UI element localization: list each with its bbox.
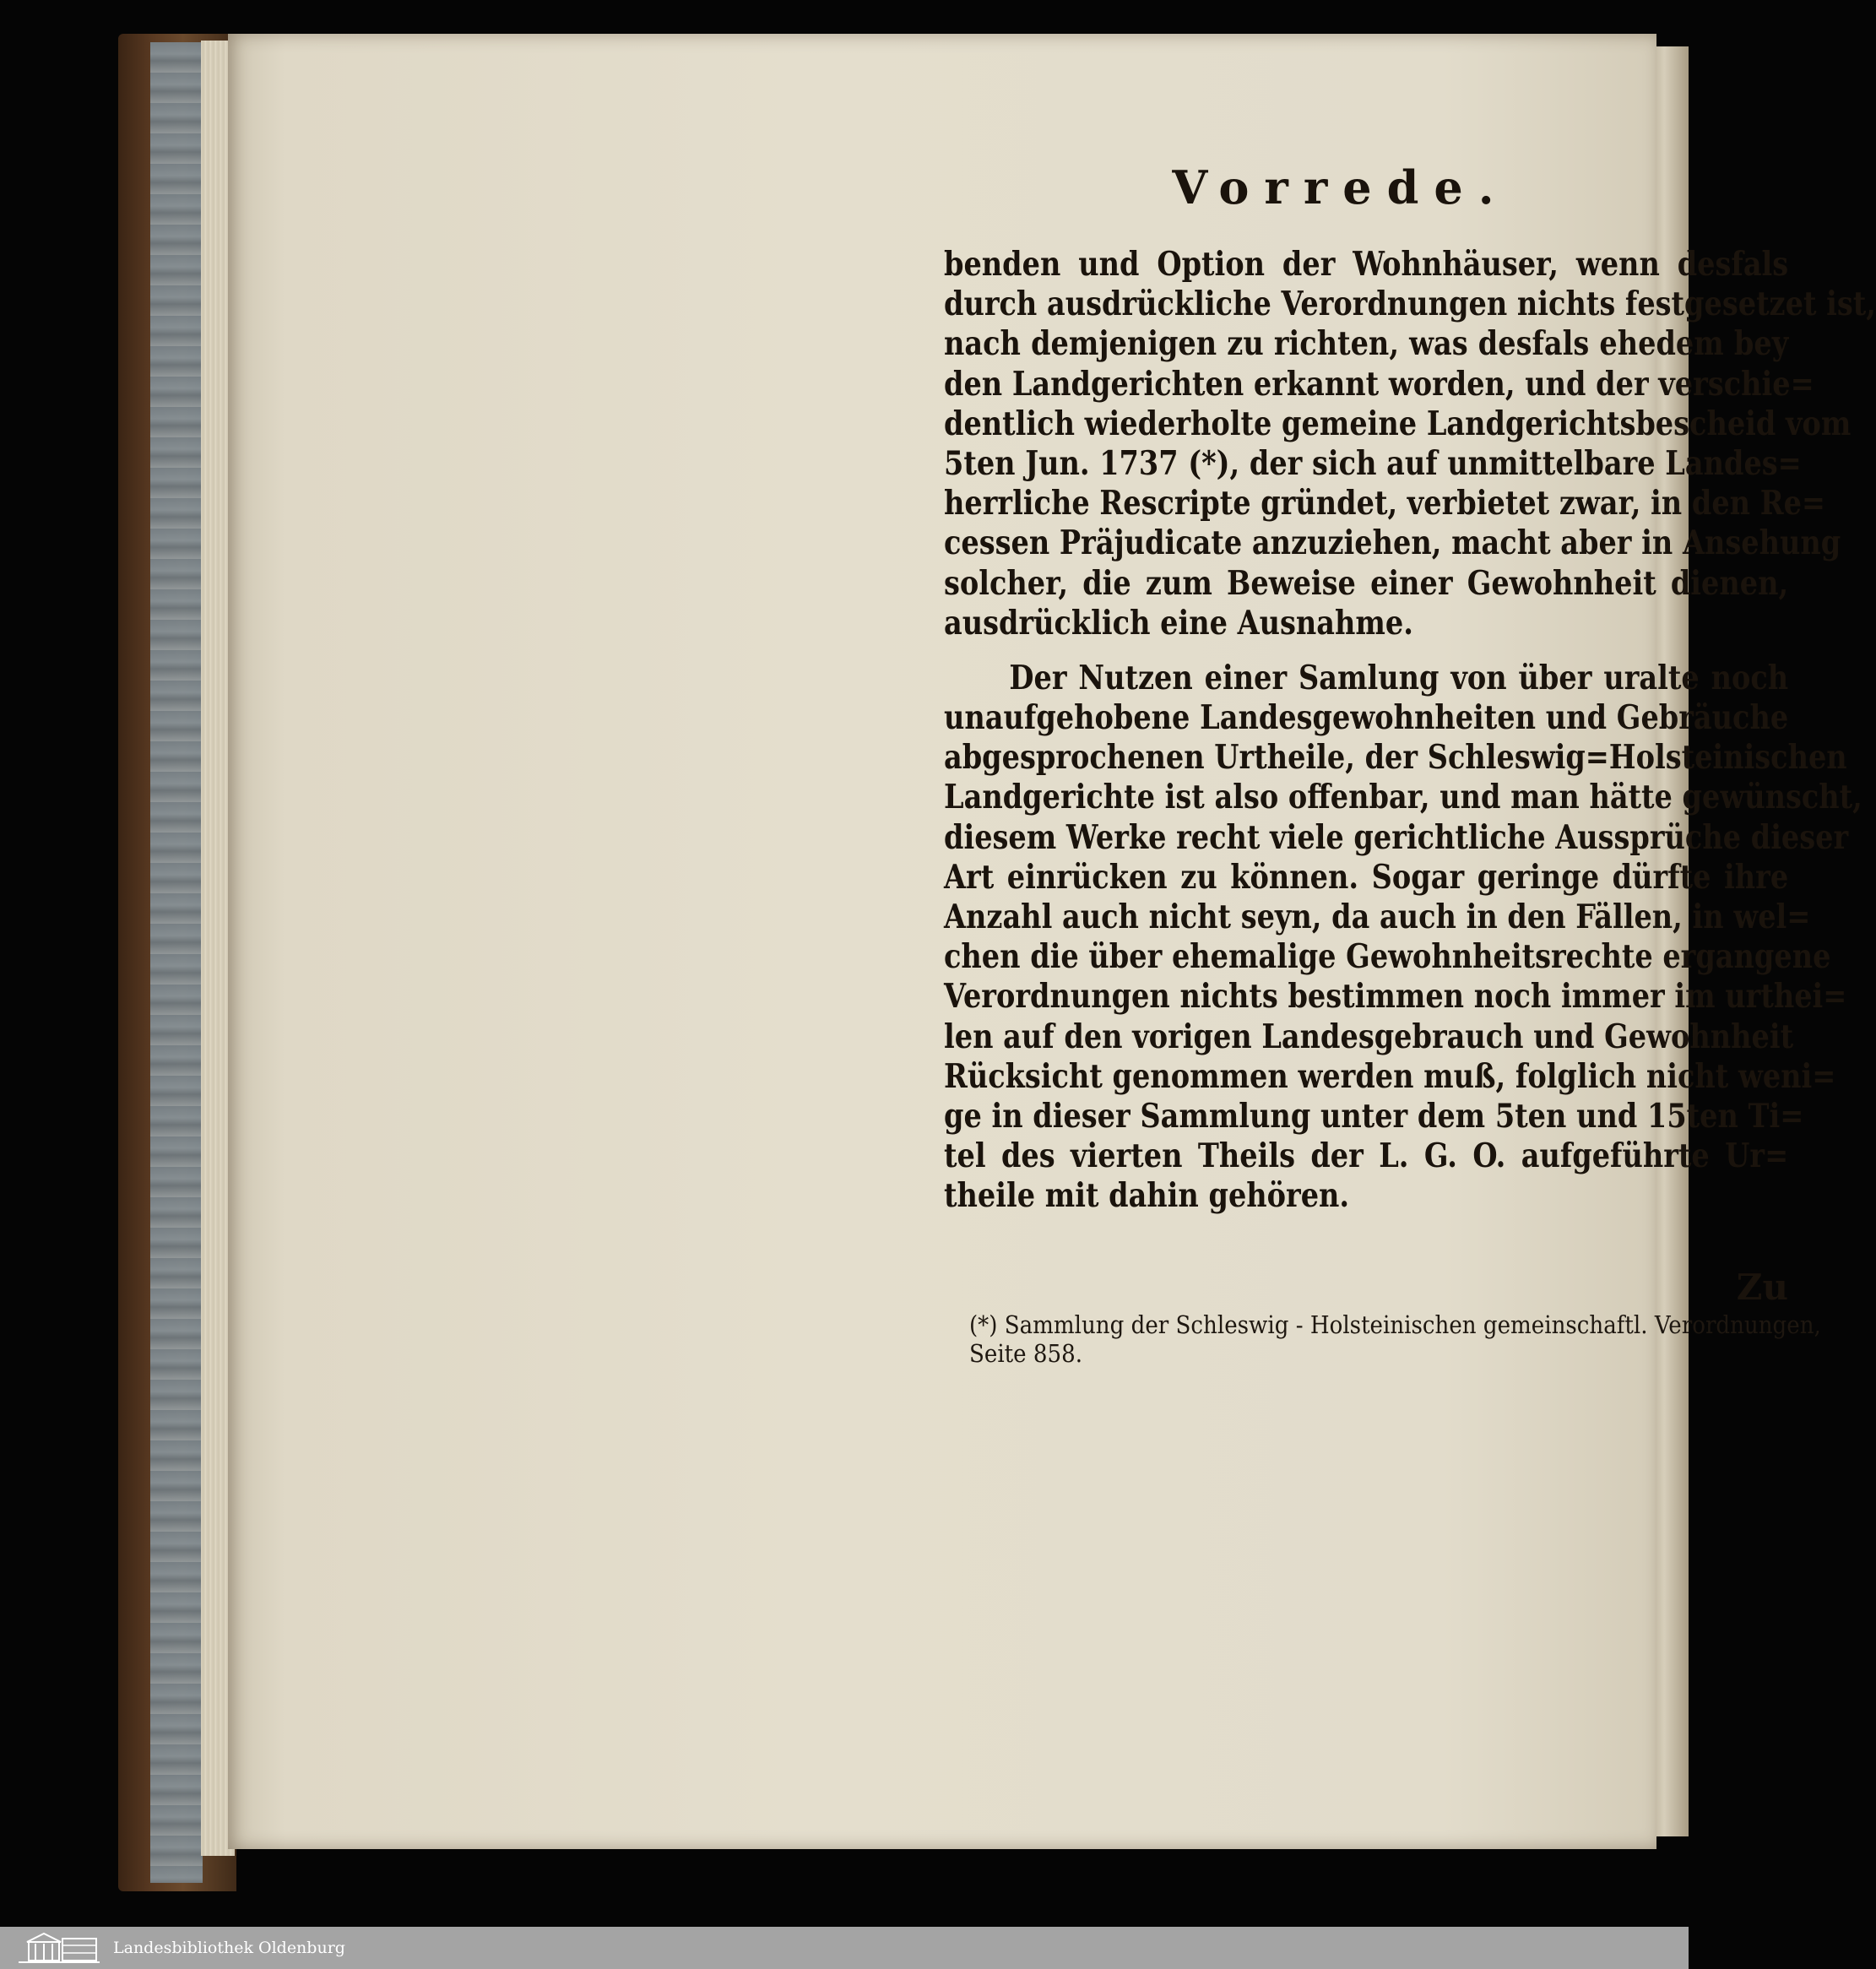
text-line: Anzahl auch nicht seyn, da auch in den Fällen, in wel= bbox=[944, 898, 1811, 936]
library-name[interactable]: Landesbibliothek Oldenburg bbox=[113, 1939, 345, 1957]
text-line: unaufgehobene Landesgewohnheiten und Gebräuche bbox=[944, 698, 1789, 738]
text-line: Rücksicht genommen werden muß, folglich nicht weni= bbox=[944, 1056, 1836, 1096]
text-line: herrliche Rescripte gründet, verbietet zwar, in den Re= bbox=[944, 484, 1826, 523]
text-line: solcher, die zum Beweise einer Gewohnheit dienen, bbox=[944, 563, 1789, 603]
text-line: diesem Werke recht viele gerichtliche Aussprüche dieser bbox=[944, 817, 1849, 857]
text-line: theile mit dahin gehören. bbox=[944, 1176, 1350, 1216]
text-line: len auf den vorigen Landesgebrauch und Gewohnheit bbox=[944, 1017, 1794, 1056]
text-line: nach demjenigen zu richten, was desfals ehedem bey bbox=[944, 324, 1789, 364]
footnote bbox=[969, 1310, 1821, 1368]
body-text bbox=[944, 245, 1876, 1217]
text-line: benden und Option der Wohnhäuser, wenn desfals bbox=[944, 245, 1789, 284]
text-line: abgesprochenen Urtheile, der Schleswig=Holsteinischen bbox=[944, 738, 1847, 778]
text-line: ausdrücklich eine Ausnahme. bbox=[944, 603, 1413, 643]
library-building-icon[interactable] bbox=[15, 1930, 103, 1966]
paragraph-2 bbox=[944, 658, 1862, 1217]
paragraph-1 bbox=[944, 245, 1876, 643]
text-line: tel des vierten Theils der L. G. O. aufgeführte Ur= bbox=[944, 1136, 1789, 1176]
text-line: ge in dieser Sammlung unter dem 5ten und 15ten Ti= bbox=[944, 1096, 1804, 1136]
text-line: Verordnungen nichts bestimmen noch immer im urthei= bbox=[944, 977, 1847, 1017]
footer-bar bbox=[0, 1927, 1689, 1969]
paragraph-gap bbox=[944, 643, 1788, 659]
text-line: Landgerichte ist also offenbar, und man hätte gewünscht, bbox=[944, 778, 1862, 817]
text-line: dentlich wiederholte gemeine Landgerichtsbescheid vom bbox=[944, 404, 1852, 443]
footnote-line: (*) Sammlung der Schleswig - Holsteinischen gemeinschaftl. Verordnungen, bbox=[969, 1310, 1821, 1339]
text-line: den Landgerichten erkannt worden, und der verschie= bbox=[944, 364, 1814, 404]
text-line: Art einrücken zu können. Sogar geringe dürfte ihre bbox=[944, 857, 1789, 897]
book-spine-strip bbox=[150, 42, 203, 1883]
catchword: Zu bbox=[1736, 1267, 1788, 1308]
text-line: 5ten Jun. 1737 (*), der sich auf unmittelbare Landes= bbox=[944, 443, 1802, 483]
text-line: Der Nutzen einer Samlung von über uralte noch bbox=[1009, 658, 1789, 697]
footnote-line: Seite 858. bbox=[969, 1339, 1083, 1368]
text-line: cessen Präjudicate anzuziehen, macht aber in Ansehung bbox=[944, 523, 1841, 563]
text-line: durch ausdrückliche Verordnungen nichts festgesetzet ist, bbox=[944, 285, 1876, 324]
book-page bbox=[228, 34, 1876, 1849]
text-line: chen die über ehemalige Gewohnheitsrechte ergangene bbox=[944, 937, 1831, 977]
running-head: Vorrede. bbox=[1172, 160, 1510, 214]
